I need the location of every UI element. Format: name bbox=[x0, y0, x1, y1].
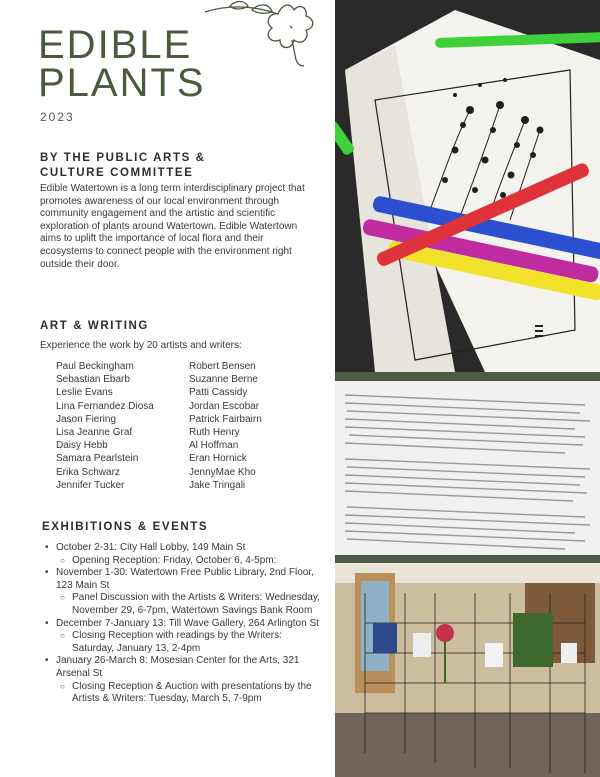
event-sub-item: ○ Closing Reception with readings by the Writers: Saturday, January 13, 2-4pm bbox=[40, 630, 320, 655]
artist-name: Jordan Escobar bbox=[189, 400, 260, 412]
events-list bbox=[40, 542, 320, 706]
artist-name: Daisy Hebb bbox=[56, 440, 108, 452]
committee-heading bbox=[40, 151, 280, 181]
page-title bbox=[38, 23, 206, 105]
artist-name: Lina Fernandez Diosa bbox=[56, 400, 154, 412]
gallery-installation-photo bbox=[335, 563, 600, 777]
photo-column bbox=[335, 0, 600, 777]
project-description: Edible Watertown is a long term interdisciplinary project that promotes awareness of our local environment through community engagement and the artistic and scientific exploration of plants around Watertown. Edible Watertown aims to uplift the importance of local flora and their ecosystems to connect people with the environment right outside their door. bbox=[40, 183, 305, 270]
artist-name: Patti Cassidy bbox=[189, 387, 248, 399]
event-sub-item: ○ Panel Discussion with the Artists & Writers: Wednesday, November 29, 6-7pm, Watertown Savings Bank Room bbox=[40, 592, 320, 617]
artist-name: Lisa Jeanne Graf bbox=[56, 427, 133, 439]
artist-name: Robert Bensen bbox=[189, 361, 256, 372]
event-item: • November 1-30: Watertown Free Public Library, 2nd Floor, 123 Main St bbox=[40, 567, 320, 592]
artist-name: JennyMae Kho bbox=[189, 466, 256, 478]
year-label: 2023 bbox=[40, 110, 75, 124]
artist-name: Jason Fiering bbox=[56, 413, 117, 425]
event-sub-item: ○ Closing Reception & Auction with presentations by the Artists & Writers: Tuesday, March 5, 7-9pm bbox=[40, 681, 320, 706]
artist-name: Patrick Fairbairn bbox=[189, 413, 262, 425]
artist-name: Samara Pearlstein bbox=[56, 453, 139, 465]
coloring-page-photo bbox=[335, 0, 600, 372]
art-writing-intro: Experience the work by 20 artists and writers: bbox=[40, 340, 242, 351]
artist-name: Suzanne Berne bbox=[189, 374, 258, 386]
committee-heading-line-2: CULTURE COMMITTEE bbox=[40, 167, 194, 179]
artist-name: Leslie Evans bbox=[56, 387, 113, 399]
writing-page-photo bbox=[335, 381, 600, 555]
exhibitions-heading: EXHIBITIONS & EVENTS bbox=[42, 521, 209, 533]
names-column-2 bbox=[189, 360, 262, 492]
art-writing-heading: ART & WRITING bbox=[40, 320, 149, 332]
artist-name: Ruth Henry bbox=[189, 427, 240, 439]
title-line-1: EDIBLE bbox=[38, 23, 193, 67]
artist-name: Eran Hornick bbox=[189, 453, 247, 465]
event-item: • October 2-31: City Hall Lobby, 149 Main St bbox=[40, 542, 320, 555]
artist-name: Sebastian Ebarb bbox=[56, 374, 130, 386]
committee-heading-line-1: BY THE PUBLIC ARTS & bbox=[40, 152, 206, 164]
event-item: • December 7-January 13: Till Wave Gallery, 264 Arlington St bbox=[40, 618, 320, 631]
artist-name: Paul Beckingham bbox=[56, 361, 134, 372]
artist-name: Erika Schwarz bbox=[56, 466, 120, 478]
artist-name: Jake Tringali bbox=[189, 479, 246, 491]
title-line-2: PLANTS bbox=[38, 61, 206, 105]
artist-name: Jennifer Tucker bbox=[56, 479, 125, 491]
flower-illustration bbox=[200, 0, 320, 70]
event-item: • January 26-March 8: Mosesian Center for the Arts, 321 Arsenal St bbox=[40, 655, 320, 680]
event-sub-item: ○ Opening Reception: Friday, October 6, 4-5pm: bbox=[40, 555, 320, 568]
names-column-1 bbox=[56, 360, 154, 492]
artist-name: Al Hoffman bbox=[189, 440, 239, 452]
